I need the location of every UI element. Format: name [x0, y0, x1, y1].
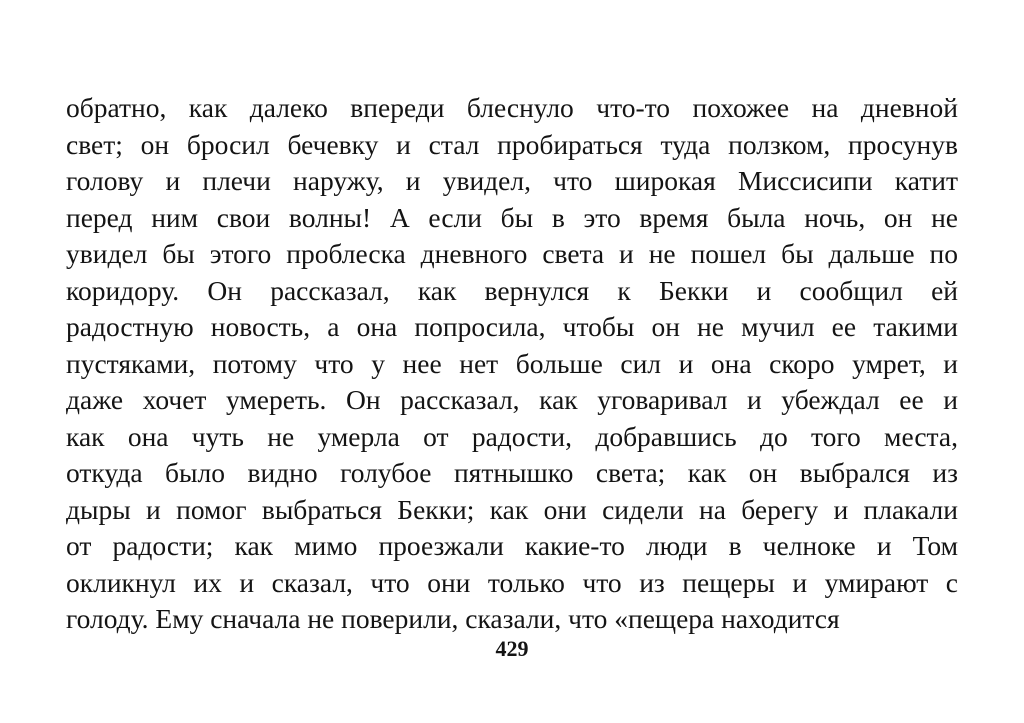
text-line: от радости; как мимо проезжали какие-то люди в челноке и Том: [66, 530, 958, 561]
page-number: 429: [495, 636, 529, 661]
text-line: окликнул их и сказал, что они только что из пещеры и умирают с: [66, 566, 958, 598]
text-line: дыры и помог выбраться Бекки; как они сидели на берегу и плакали: [66, 493, 958, 525]
text-line: увидел бы этого проблеска дневного света и не пошел бы дальше по: [66, 238, 958, 269]
text-line: пустяками, потому что у нее нет больше сил и она скоро умрет, и: [66, 347, 958, 379]
text-line: коридору. Он рассказал, как вернулся к Бекки и сообщил ей: [66, 274, 958, 306]
text-line: даже хочет умереть. Он рассказал, как уговаривал и убеждал ее и: [66, 384, 958, 415]
text-line: свет; он бросил бечевку и стал пробираться туда ползком, просунув: [66, 128, 958, 160]
text-line: радостную новость, а она попросила, чтобы он не мучил ее такими: [66, 311, 958, 342]
text-line: как она чуть не умерла от радости, добравшись до того места,: [66, 420, 958, 452]
text-line: голову и плечи наружу, и увидел, что широкая Миссисипи катит: [66, 165, 958, 196]
text-line: обратно, как далеко впереди блеснуло что-то похожее на дневной: [66, 92, 958, 123]
body-text: [66, 90, 958, 638]
text-line: откуда было видно голубое пятнышко света; как он выбрался из: [66, 457, 958, 488]
text-line: голоду. Ему сначала не поверили, сказали, что «пещера находится: [66, 603, 840, 634]
text-line: перед ним свои волны! А если бы в это время была ночь, он не: [66, 201, 958, 233]
